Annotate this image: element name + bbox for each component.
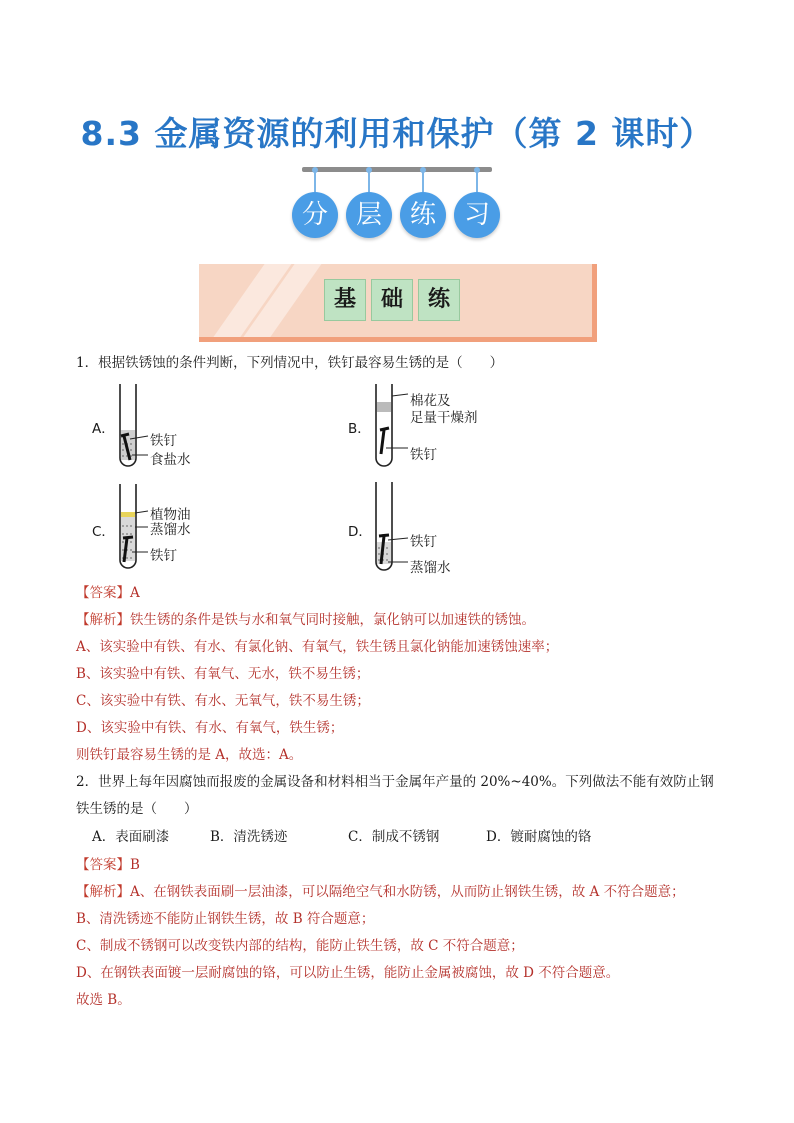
- page-title: 8.3 金属资源的利用和保护（第 2 课时）: [80, 114, 714, 153]
- q1-stem: 1．根据铁锈蚀的条件判断，下列情况中，铁钉最容易生锈的是（ ）: [76, 355, 504, 371]
- q1-conclusion: 则铁钉最容易生锈的是 A，故选：A。: [76, 747, 303, 763]
- section-tile-lian: 练: [418, 279, 460, 321]
- section-tile-ji: 基: [324, 279, 366, 321]
- q1-b-label-nail: 铁钉: [410, 447, 437, 463]
- q1-c-label-water: 蒸馏水: [150, 522, 191, 538]
- q2-option-b: B．清洗锈迹: [210, 829, 288, 845]
- q2-analysis-line-d: D、在钢铁表面镀一层耐腐蚀的铬，可以防止生锈，能防止金属被腐蚀，故 D 不符合题意。: [76, 965, 620, 981]
- q2-answer: [76, 856, 140, 874]
- q2-option-a: A．表面刷漆: [92, 829, 170, 845]
- q1-option-b-letter: B．: [348, 421, 371, 437]
- q2-analysis-line-b: B、清洗锈迹不能防止钢铁生锈，故 B 符合题意；: [76, 911, 375, 927]
- badge-ceng: 层: [346, 192, 392, 238]
- q2-analysis-tag: 【解析】: [76, 884, 130, 900]
- q1-b-label-desiccant: 足量干燥剂: [410, 410, 478, 426]
- q1-analysis-tag: 【解析】: [76, 612, 130, 628]
- badge-pin: [476, 172, 478, 192]
- q2-option-c: C．制成不锈钢: [348, 829, 440, 845]
- q2-answer-value: B: [130, 857, 140, 873]
- q1-answer-tag: 【答案】: [76, 585, 130, 601]
- q1-analysis-line-a: A、该实验中有铁、有水、有氯化钠、有氧气，铁生锈且氯化钠能加速锈蚀速率；: [76, 639, 559, 655]
- section-tile-chu: 础: [371, 279, 413, 321]
- q2-stem-line1: 2．世界上每年因腐蚀而报废的金属设备和材料相当于金属年产量的 20%~40%。下列做法不能有效防止钢: [76, 774, 714, 790]
- badge-fen: 分: [292, 192, 338, 238]
- q1-analysis-line-c: C、该实验中有铁、有水、无氧气，铁不易生锈；: [76, 693, 370, 709]
- test-tube-c-figure: [112, 482, 152, 572]
- q2-stem-line2: 铁生锈的是（ ）: [76, 801, 198, 817]
- q1-c-label-nail: 铁钉: [150, 548, 177, 564]
- q2-analysis-text: A、在钢铁表面刷一层油漆，可以隔绝空气和水防锈，从而防止钢铁生锈，故 A 不符合题意；: [130, 884, 685, 900]
- q2-analysis-line-c: C、制成不锈钢可以改变铁内部的结构，能防止铁生锈，故 C 不符合题意；: [76, 938, 524, 954]
- test-tube-b-figure: [368, 382, 412, 470]
- badge-pin: [314, 172, 316, 192]
- q1-analysis: [76, 611, 535, 629]
- q1-d-label-nail: 铁钉: [410, 534, 437, 550]
- q1-option-c-letter: C．: [92, 524, 115, 540]
- q1-d-label-water: 蒸馏水: [410, 560, 451, 576]
- badge-xi: 习: [454, 192, 500, 238]
- badge-lian: 练: [400, 192, 446, 238]
- badge-pin: [422, 172, 424, 192]
- q2-option-d: D．镀耐腐蚀的铬: [486, 829, 592, 845]
- q1-b-label-cotton: 棉花及: [410, 393, 451, 409]
- q2-conclusion: 故选 B。: [76, 992, 131, 1008]
- q2-analysis: [76, 883, 685, 901]
- q1-option-d-letter: D．: [348, 524, 372, 540]
- q1-analysis-line-d: D、该实验中有铁、有水、有氧气，铁生锈；: [76, 720, 344, 736]
- q1-answer: [76, 584, 140, 602]
- test-tube-d-figure: [368, 480, 412, 574]
- q1-a-label-nail: 铁钉: [150, 433, 177, 449]
- q1-c-label-oil: 植物油: [150, 507, 191, 523]
- q1-answer-value: A: [130, 585, 140, 601]
- q1-a-label-salt-water: 食盐水: [150, 452, 191, 468]
- q1-analysis-text: 铁生锈的条件是铁与水和氧气同时接触，氯化钠可以加速铁的锈蚀。: [130, 612, 535, 628]
- badge-pin: [368, 172, 370, 192]
- test-tube-a-figure: [112, 382, 152, 470]
- badge-rail: [302, 167, 492, 172]
- q1-option-a-letter: A．: [92, 421, 115, 437]
- q2-answer-tag: 【答案】: [76, 857, 130, 873]
- q1-analysis-line-b: B、该实验中有铁、有氧气、无水，铁不易生锈；: [76, 666, 370, 682]
